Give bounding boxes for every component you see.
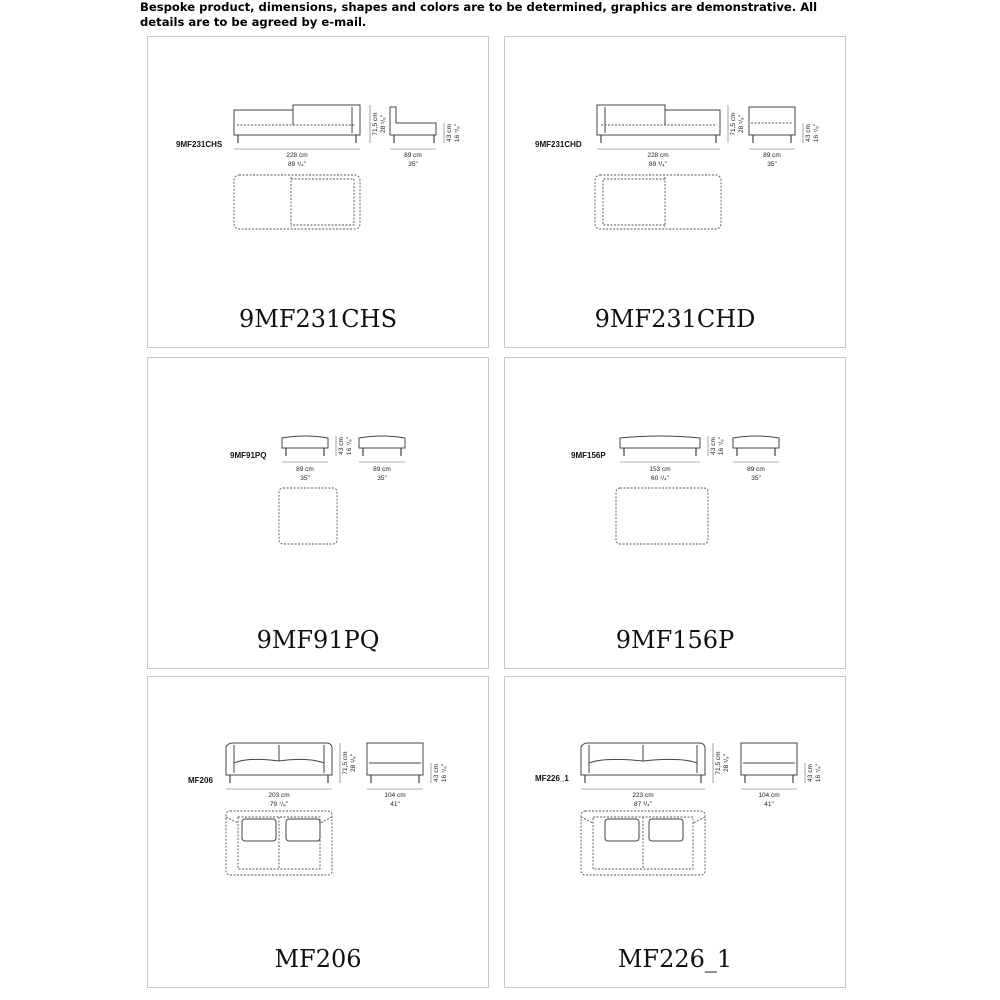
side-view [733,436,779,456]
front-width-cm: 153 cm [649,466,671,473]
product-code-label: 9MF156P [571,451,606,460]
front-width-in: 89 ³/₄" [288,161,306,168]
top-view [581,811,705,875]
side-width-in: 41" [390,801,400,808]
front-view [581,743,705,783]
seat-height-cm: 43 cm [807,764,814,782]
seat-height-cm: 43 cm [338,437,345,455]
side-width-cm: 89 cm [404,152,422,159]
front-width-cm: 228 cm [286,152,308,159]
top-view [279,488,337,544]
front-width-in: 89 ³/₄" [649,161,667,168]
height-cm: 71,5 cm [372,112,379,136]
product-code-label: 9MF231CHS [176,140,223,149]
card-title: MF226_1 [617,945,733,973]
front-width-cm: 228 cm [647,152,669,159]
seat-height-in: 16 ⁷/₈" [718,436,725,456]
side-width-in: 35" [767,161,777,168]
card-title: 9MF156P [615,626,735,654]
product-card-mf206[interactable] [147,676,489,988]
product-code-label: MF226_1 [535,774,569,783]
side-width-cm: 89 cm [763,152,781,159]
top-view [226,811,332,875]
height-in: 28 ¹/₈" [350,753,357,773]
height-in: 28 ¹/₈" [380,114,387,134]
side-view [367,743,423,783]
front-width-in: 60 ¹/₄" [651,475,669,482]
height-in: 28 ¹/₈" [723,753,730,773]
top-view [234,175,360,229]
side-view [741,743,797,783]
top-view [616,488,708,544]
front-view [620,436,700,456]
side-view [359,436,405,456]
side-view [749,107,795,143]
seat-height-cm: 43 cm [446,124,453,142]
sofa-drawing-mf206 [148,677,490,989]
side-width-cm: 104 cm [758,792,780,799]
front-view [234,105,360,143]
front-view [597,105,720,143]
seat-height-cm: 43 cm [433,764,440,782]
top-view [595,175,721,229]
seat-height-cm: 43 cm [805,124,812,142]
side-width-in: 35" [751,475,761,482]
bench-drawing-9mf156p [505,358,847,670]
front-view [282,436,328,456]
card-title: MF206 [274,945,362,973]
product-card-9mf156p[interactable] [504,357,846,669]
sofa-drawing-9mf231chs [148,37,490,349]
height-cm: 71,5 cm [730,112,737,136]
sofa-drawing-mf226-1 [505,677,847,989]
side-width-in: 35" [377,475,387,482]
side-view [390,107,436,143]
side-width-in: 35" [408,161,418,168]
seat-height-in: 16 ⁷/₈" [346,436,353,456]
front-width-cm: 89 cm [296,466,314,473]
side-width-cm: 104 cm [384,792,406,799]
product-card-9mf231chd[interactable] [504,36,846,348]
side-width-in: 41" [764,801,774,808]
notice-text: Bespoke product, dimensions, shapes and colors are to be determined, graphics are demonstrative. All details are to be agreed by e-mail. [140,0,818,29]
card-title: 9MF231CHS [238,305,398,333]
product-card-9mf91pq[interactable] [147,357,489,669]
product-code-label: MF206 [188,776,213,785]
ottoman-drawing-9mf91pq [148,358,490,670]
front-width-in: 35" [300,475,310,482]
card-title: 9MF91PQ [256,626,380,654]
sofa-drawing-9mf231chd [505,37,847,349]
front-width-cm: 223 cm [632,792,654,799]
side-width-cm: 89 cm [747,466,765,473]
front-width-in: 87 ³/₄" [634,801,652,808]
front-width-cm: 203 cm [268,792,290,799]
front-view [226,743,332,783]
product-card-9mf231chs[interactable] [147,36,489,348]
height-in: 28 ¹/₈" [738,114,745,134]
product-card-mf226-1[interactable] [504,676,846,988]
seat-height-cm: 43 cm [710,437,717,455]
height-cm: 71,5 cm [715,751,722,775]
height-cm: 71,5 cm [342,751,349,775]
product-code-label: 9MF91PQ [230,451,267,460]
seat-height-in: 16 ⁷/₈" [441,763,448,783]
side-width-cm: 89 cm [373,466,391,473]
card-title: 9MF231CHD [594,305,756,333]
front-width-in: 79 ⁷/₈" [269,801,289,808]
seat-height-in: 16 ⁷/₈" [813,123,820,143]
product-code-label: 9MF231CHD [535,140,582,149]
seat-height-in: 16 ⁷/₈" [454,123,461,143]
seat-height-in: 16 ⁷/₈" [815,763,822,783]
